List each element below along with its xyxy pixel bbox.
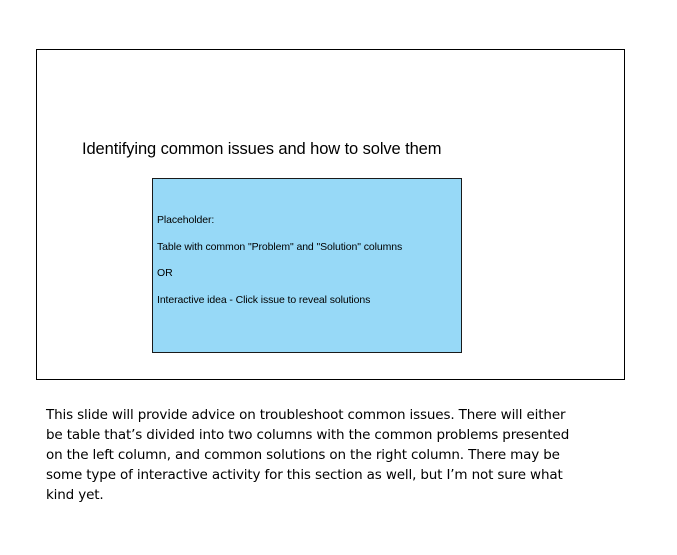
notes-line: kind yet.	[46, 487, 104, 503]
placeholder-label: Placeholder:	[157, 214, 215, 226]
slide-title: Identifying common issues and how to solve them	[82, 140, 442, 158]
placeholder-box	[152, 178, 462, 353]
placeholder-table-idea: Table with common "Problem" and "Solution" columns	[157, 241, 403, 253]
placeholder-or: OR	[157, 267, 173, 279]
notes-line: be table that’s divided into two columns with the common problems presented	[46, 427, 570, 443]
notes-line: some type of interactive activity for this section as well, but I’m not sure what	[46, 467, 563, 483]
placeholder-interactive-idea: Interactive idea - Click issue to reveal solutions	[157, 294, 371, 306]
notes-line: on the left column, and common solutions on the right column. There may be	[46, 447, 560, 463]
speaker-notes	[46, 405, 646, 505]
slide-frame	[36, 49, 625, 380]
notes-line: This slide will provide advice on troubleshoot common issues. There will either	[46, 407, 566, 423]
